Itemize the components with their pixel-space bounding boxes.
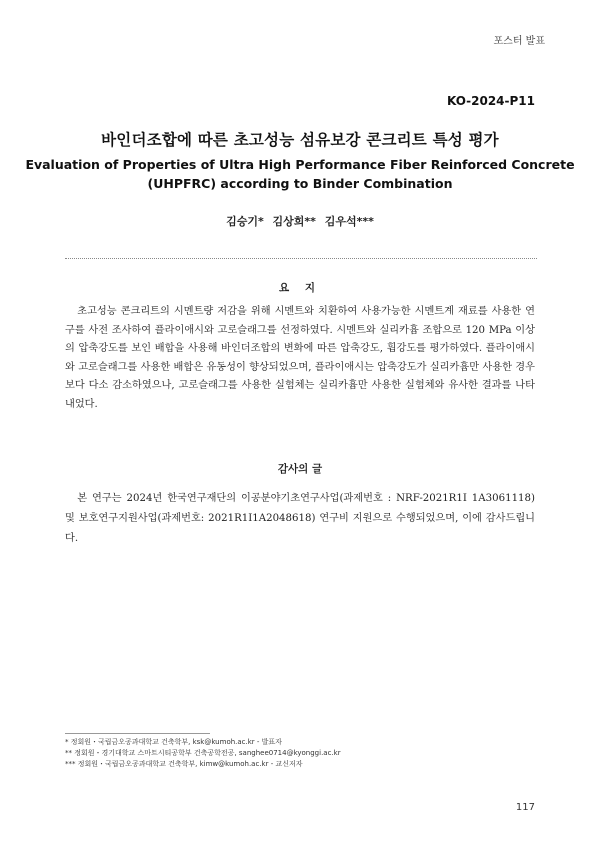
english-title-line-1: Evaluation of Properties of Ultra High Performance Fiber Reinforced Concrete bbox=[25, 157, 575, 172]
footnote-presenter: * 정회원・국립금오공과대학교 건축학부, ksk@kumoh.ac.kr - 발표자 bbox=[65, 738, 282, 746]
footnote-divider bbox=[65, 733, 210, 734]
korean-title: 바인더조합에 따른 초고성능 섬유보강 콘크리트 특성 평가 bbox=[101, 131, 499, 149]
abstract-body: 초고성능 콘크리트의 시멘트량 저감을 위해 시멘트와 치환하여 사용가능한 시멘트계 재료를 사용한 연구를 사전 조사하여 플라이애시와 고로슬래그를 선정하였다. 시멘트와 실리카흄 조합으로 120 MPa 이상의 압축강도를 보인 배합을 사용해 바인더조합의 변화에 따른 압축강도, 휨강도를 평가하였다. 플라이애시와 고로슬래그를 사용한 배합은 유동성이 향상되었으며, 플라이애시는 압축강도가 실리카흄만 사용한 경우보다 다소 감소하였으나, 고로슬래그를 사용한 실험체는 실리카흄만 사용한 실험체와 유사한 결과를 나타내었다. bbox=[65, 306, 535, 410]
footnote-coauthor: ** 정회원・경기대학교 스마트시티공학부 건축공학전공, sanghee0714@kyonggi.ac.kr bbox=[65, 749, 341, 757]
footnote-corresponding-author: *** 정회원・국립금오공과대학교 건축학부, kimw@kumoh.ac.kr - 교신저자 bbox=[65, 760, 303, 768]
acknowledgement-heading: 감사의 글 bbox=[277, 463, 323, 475]
author-list: 김승기* 김상희** 김우석*** bbox=[226, 215, 374, 228]
abstract-heading: 요 지 bbox=[279, 282, 321, 294]
english-title-line-2: (UHPFRC) according to Binder Combination bbox=[147, 176, 453, 191]
page-number: 117 bbox=[515, 802, 535, 813]
acknowledgement-body: 본 연구는 2024년 한국연구재단의 이공분야기초연구사업(과제번호 : NRF-2021R1I 1A3061118) 및 보호연구지원사업(과제번호: 2021R1I1A2048618) 연구비 지원으로 수행되었으며, 이에 감사드립니다. bbox=[65, 493, 535, 544]
presentation-type-label: 포스터 발표 bbox=[493, 36, 545, 47]
paper-code: KO-2024-P11 bbox=[446, 94, 535, 108]
section-divider bbox=[65, 258, 537, 259]
